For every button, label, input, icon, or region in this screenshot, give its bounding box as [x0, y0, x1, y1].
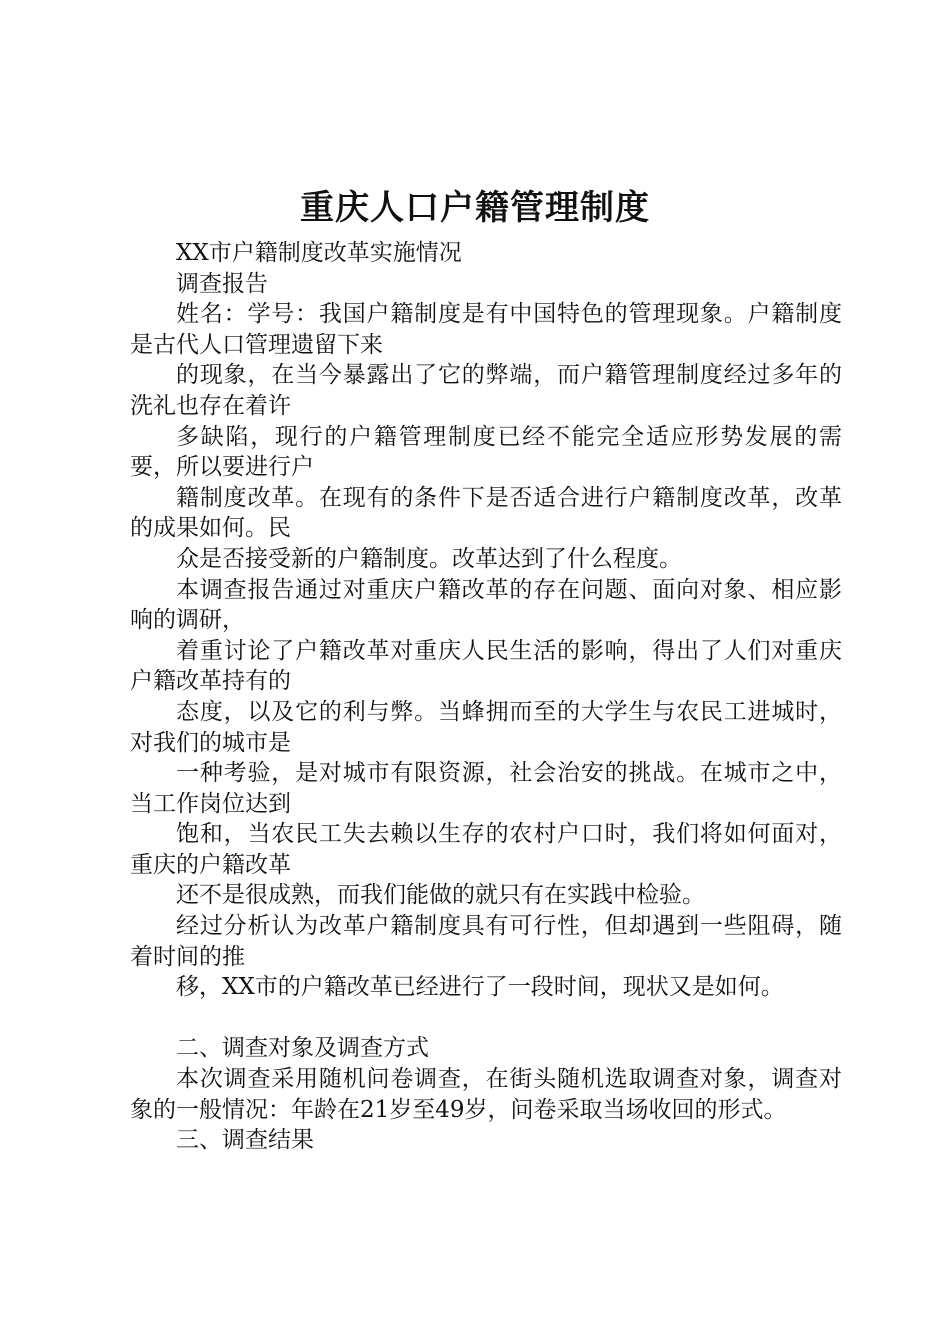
paragraph: 众是否接受新的户籍制度。改革达到了什么程度。 — [176, 545, 682, 572]
paragraph: 籍制度改革。在现有的条件下是否适合进行户籍制度改革，改革的成果如何。民 — [130, 484, 842, 542]
paragraph: 本次调查采用随机问卷调查，在街头随机选取调查对象，调查对象的一般情况：年龄在21岁至49岁，问卷采取当场收回的形式。 — [130, 1066, 842, 1123]
paragraph: 姓名：学号：我国户籍制度是有中国特色的管理现象。户籍制度是古代人口管理遗留下来 — [130, 301, 842, 358]
section-heading: 二、调查对象及调查方式 — [176, 1035, 429, 1062]
paragraph: 多缺陷，现行的户籍管理制度已经不能完全适应形势发展的需要，所以要进行户 — [130, 423, 842, 481]
paragraph: 态度，以及它的利与弊。当蜂拥而至的大学生与农民工进城时，对我们的城市是 — [130, 698, 842, 756]
paragraph: 调查报告 — [176, 270, 268, 297]
paragraph: 的现象，在当今暴露出了它的弊端，而户籍管理制度经过多年的洗礼也存在着许 — [130, 362, 842, 419]
paragraph: 饱和，当农民工失去赖以生存的农村户口时，我们将如何面对，重庆的户籍改革 — [130, 821, 842, 878]
paragraph: 一种考验，是对城市有限资源，社会治安的挑战。在城市之中，当工作岗位达到 — [130, 760, 842, 817]
paragraph: 移，XX市的户籍改革已经进行了一段时间，现状又是如何。 — [176, 974, 784, 1001]
document-body — [130, 238, 842, 1156]
paragraph: 本调查报告通过对重庆户籍改革的存在问题、面向对象、相应影响的调研， — [130, 576, 842, 634]
page-title: 重庆人口户籍管理制度 — [300, 188, 650, 228]
section-heading: 三、调查结果 — [176, 1127, 314, 1154]
paragraph-gap — [130, 1003, 842, 1034]
paragraph: 经过分析认为改革户籍制度具有可行性，但却遇到一些阻碍，随着时间的推 — [130, 913, 842, 970]
paragraph: XX市户籍制度改革实施情况 — [176, 240, 462, 266]
paragraph: 着重讨论了户籍改革对重庆人民生活的影响，得出了人们对重庆户籍改革持有的 — [130, 637, 842, 695]
paragraph: 还不是很成熟，而我们能做的就只有在实践中检验。 — [176, 882, 705, 909]
